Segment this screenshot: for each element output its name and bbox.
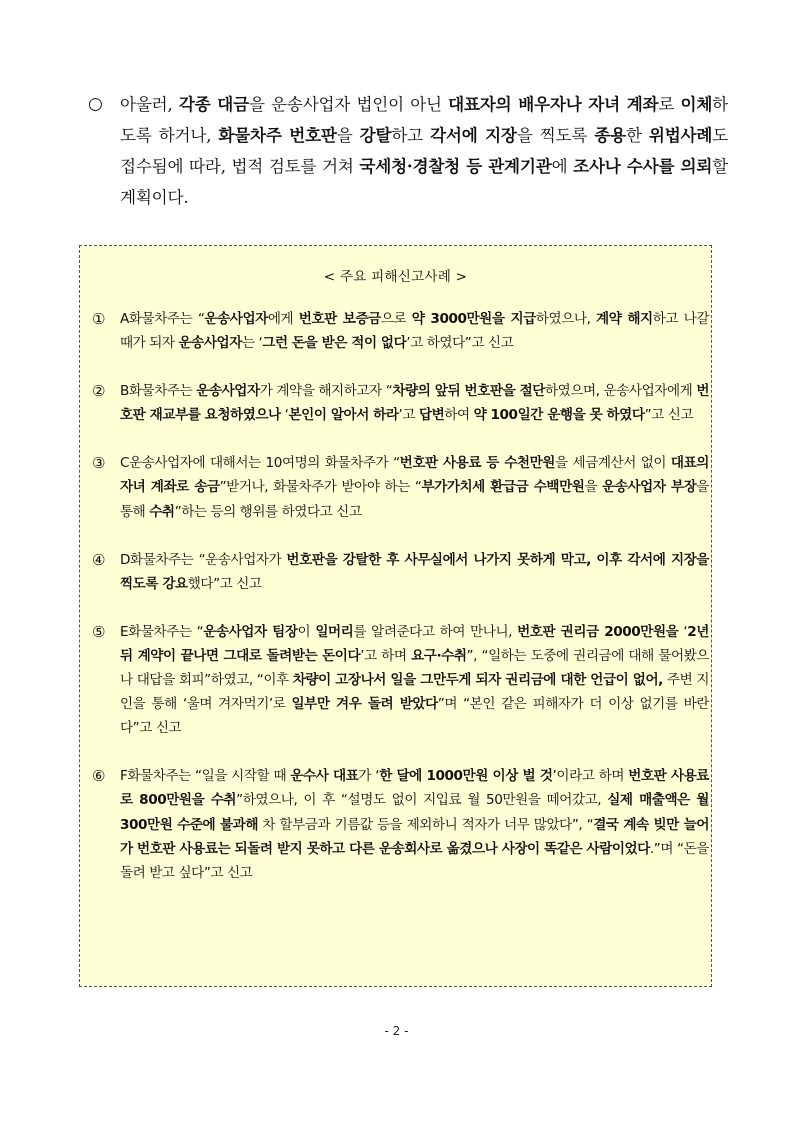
case-number: ⑥ [92,767,105,786]
body-text: ‘ [280,407,289,424]
emphasis-text: 국세청·경찰청 등 관계기관 [359,156,552,176]
body-text: B화물차주는 [120,383,197,400]
body-text: 이 [297,623,316,640]
body-text: 을 찍도록 [516,126,595,145]
body-text: .”며 “돈을 돌려 받고 싶다”고 신고 [120,840,709,881]
body-text: ”하는 등의 행위를 하였다고 신고 [174,503,362,520]
body-text: 차 할부금과 기름값 등을 제외하니 적자가 너무 많았다”, “ [258,816,594,833]
emphasis-text: 운송사업자 팀장 [203,623,298,640]
emphasis-text: 일머리 [315,623,354,640]
emphasis-text: 운수사 대표 [290,768,359,785]
body-text: D화물차주는 “운송사업자가 [120,551,287,568]
body-text: 로 [658,95,681,114]
emphasis-text: 수취 [149,503,175,520]
body-text: A화물차주는 “ [120,311,205,327]
emphasis-text: 운송사업자 [196,383,260,400]
body-text: E화물차주는 “ [120,623,204,640]
emphasis-text: 이체 [680,94,713,114]
body-text: ‘ [678,623,688,640]
body-text: ”하였으나, 이 후 “설명도 없이 지입료 월 50만원을 떼어갔고, [236,792,608,809]
body-text: ’고 하였다”고 신고 [406,335,514,352]
body-text: 으로 [380,311,412,327]
page-number: - 2 - [384,1024,409,1038]
body-text: ”받거나, 화물차주가 받아야 하는 “ [219,479,422,496]
body-text: 을 [336,126,360,145]
body-text: 에게 [267,311,299,327]
emphasis-text: 결국 계속 빚만 늘어가 번호판 사용료는 되돌려 받지 못하고 다른 운송회사로 옮겼으나 사장이 똑같은 사람이었다 [120,816,709,857]
emphasis-text: 차량이 고장나서 일을 그만두게 되자 권리금에 대한 언급이 없어, [292,672,663,689]
case-number: ④ [92,550,105,569]
intro-text [120,89,728,213]
emphasis-text: 본인이 알아서 하라 [288,407,399,424]
body-text: 을 운송사업자 법인이 아닌 [248,95,449,114]
body-text: ”며 “본인 같은 피해자가 더 이상 없기를 바란다”고 신고 [120,696,709,737]
emphasis-text: 각종 대금 [178,94,249,114]
case-number: ③ [92,454,105,473]
body-text: 하였으나, [535,311,597,327]
emphasis-text: 실제 매출액은 월 300만원 수준에 불과해 [120,792,709,833]
emphasis-text: 한 달에 1000만원 이상 벌 것 [379,768,553,785]
emphasis-text: 번호판 보증금 [298,311,381,327]
body-text: 아울러, [120,95,179,114]
body-text: F화물차주는 “일을 시작할 때 [120,768,291,785]
body-text: 주변 지인을 통해 ‘울며 겨자먹기’로 [120,672,709,713]
emphasis-text: 계약 해지 [596,311,653,327]
case-item-2 [92,379,709,427]
emphasis-text: 요구·수취 [411,647,467,664]
body-text: 가 계약을 해지하고자 “ [259,383,393,400]
body-text: 를 알려준다고 하여 만나니, [353,623,518,640]
case-item-3 [92,451,709,523]
emphasis-text: 번호판 사용료로 800만원을 수취 [120,768,709,809]
emphasis-text: 번호판 재교부를 요청하였으나 [120,383,709,424]
emphasis-text: 번호판 권리금 2000만원을 [517,623,679,640]
body-text: 하고 [391,126,431,145]
emphasis-text: 번호판을 강탈한 후 사무실에서 나가지 못하게 막고, 이후 각서에 지장을 찍도록 강요 [120,551,709,592]
emphasis-text: 운송사업자 [204,311,268,327]
case-text [120,620,709,740]
case-number: ② [92,382,105,401]
body-text: 을 통해 [120,479,709,520]
emphasis-text: 운송사업자 [178,335,242,352]
case-item-5 [92,620,709,740]
emphasis-text: 2년 뒤 계약이 끝나면 그대로 돌려받는 돈이다 [120,623,709,664]
body-text: 했다”고 신고 [187,575,262,592]
emphasis-text: 그런 돈을 받은 적이 없다 [262,335,407,352]
box-title: < 주요 피해신고사례 > [323,269,468,285]
body-text: ”, “일하는 도중에 권리금에 대해 물어봤으나 대답을 회피”하였고, “이후 [120,647,709,689]
emphasis-text: 부가가치세 환급금 수백만원 [421,479,585,496]
case-item-1 [92,307,709,355]
emphasis-text: 약 3000만원을 지급 [411,311,536,327]
emphasis-text: 화물차주 번호판 [218,125,337,145]
emphasis-text: 종용 [594,125,626,145]
body-text: 한 [625,126,649,145]
body-text: 을 [584,479,603,496]
case-item-6 [92,764,709,884]
emphasis-text: 번호판 사용료 등 수천만원 [399,455,555,472]
bullet-circle: ○ [88,94,103,114]
case-text [120,548,709,596]
emphasis-text: 각서에 지장 [430,125,517,145]
body-text: 할 계획이다. [120,157,729,207]
emphasis-text: 강탈 [359,125,392,145]
case-text [120,451,709,523]
emphasis-text: 약 100일간 운행을 못 하였다 [473,407,645,424]
body-text: 하고 나갈 때가 되자 [120,311,710,352]
case-number: ① [92,310,105,328]
emphasis-text: 위법사례 [648,125,713,145]
damage-cases-box [79,245,712,987]
emphasis-text: 일부만 겨우 돌려 받았다 [291,696,438,713]
body-text: 는 ‘ [241,335,263,352]
case-text [120,379,709,427]
emphasis-text: 대표의 자녀 계좌로 송금 [120,455,709,496]
body-text: 에 [551,157,574,176]
body-text: ’이라고 하며 [552,768,629,785]
body-text: 하였으며, 운송사업자에게 [545,383,697,400]
body-text: 하도록 하거나, [120,95,729,145]
body-text: 을 세금계산서 없이 [554,455,671,472]
case-text [120,764,709,884]
emphasis-text: 운송사업자 부장 [602,479,697,496]
body-text: ’고 하며 [360,647,412,664]
emphasis-text: 대표자의 배우자나 자녀 계좌 [448,94,659,114]
emphasis-text: 답변 [418,407,445,424]
intro-paragraph [88,89,728,213]
body-text: 도 접수됨에 따라, 법적 검토를 거쳐 [120,126,729,176]
body-text: 가 ‘ [358,768,380,785]
body-text: C운송사업자에 대해서는 10여명의 화물차주가 “ [120,455,400,472]
case-number: ⑤ [92,622,105,641]
body-text: ”고 신고 [644,407,694,424]
body-text: ’고 [398,407,419,424]
emphasis-text: 차량의 앞뒤 번호판을 절단 [392,383,545,400]
case-list [92,307,709,909]
body-text: 하여 [444,407,474,424]
case-text [120,307,709,355]
case-item-4 [92,548,709,596]
emphasis-text: 조사나 수사를 의뢰 [573,156,713,176]
